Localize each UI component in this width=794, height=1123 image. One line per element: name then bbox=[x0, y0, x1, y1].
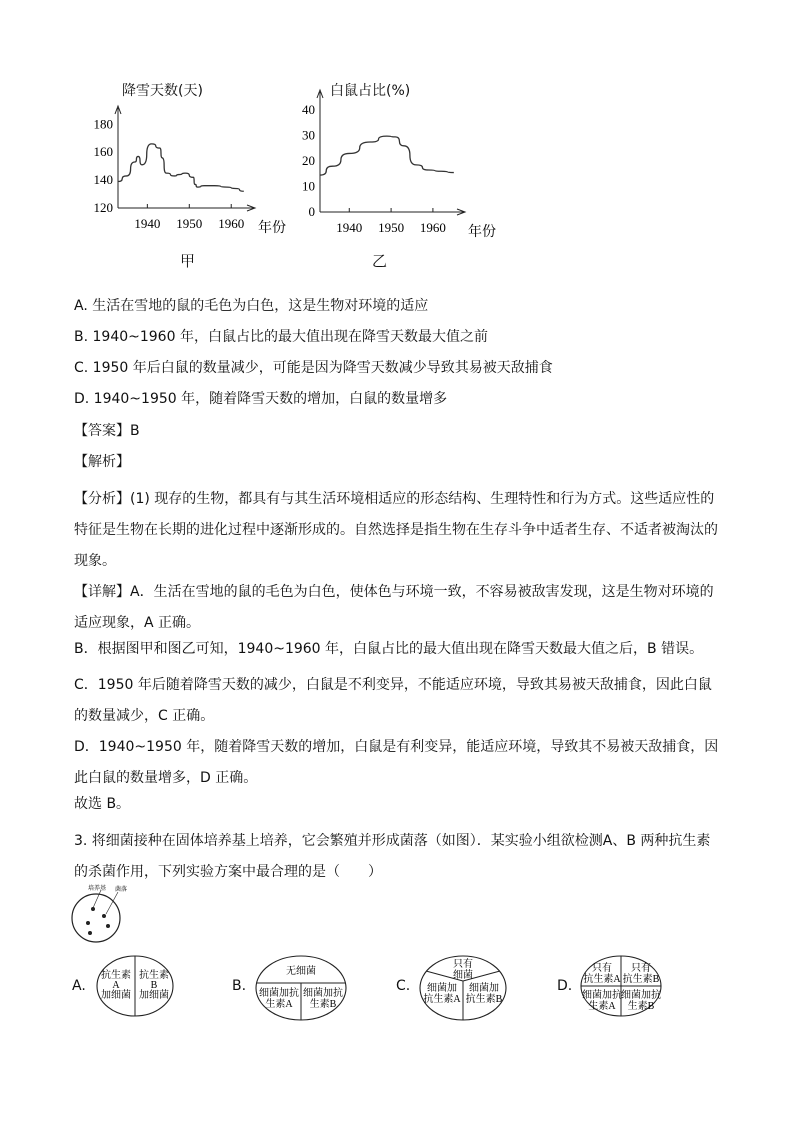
y-tick-label: 10 bbox=[302, 178, 315, 194]
svg-text:抗生素B: 抗生素B bbox=[465, 994, 503, 1005]
svg-text:抗生素A: 抗生素A bbox=[423, 994, 461, 1005]
svg-text:只有: 只有 bbox=[453, 959, 473, 970]
svg-text:生素A: 生素A bbox=[588, 1001, 616, 1012]
choice-b-dish[interactable] bbox=[253, 953, 349, 1023]
chart2-caption: 乙 bbox=[372, 252, 388, 270]
option-b: B. 1940~1960 年，白鼠占比的最大值出现在降雪天数最大值之前 bbox=[74, 329, 488, 345]
label-medium: 培养基 bbox=[88, 886, 107, 892]
svg-text:B: B bbox=[150, 980, 158, 991]
svg-text:加细菌: 加细菌 bbox=[139, 990, 169, 1001]
question-3: 3. 将细菌接种在固体培养基上培养，它会繁殖并形成菌落（如图）．某实验小组欲检测A、B 两种抗生素的杀菌作用，下列实验方案中最合理的是（ ） bbox=[74, 833, 711, 880]
x-tick-label: 1950 bbox=[378, 220, 405, 235]
svg-text:A: A bbox=[112, 980, 120, 991]
option-c: C. 1950 年后白鼠的数量减少，可能是因为降雪天数减少导致其易被天敌捕食 bbox=[74, 360, 553, 376]
analysis-paragraph: 【分析】(1) 现存的生物，都具有与其生活环境相适应的形态结构、生理特性和行为方式。这些适应性的特征是生物在长期的进化过程中逐渐形成的。自然选择是指生物在生存斗争中适者生存、不适者被淘汰的现象。 bbox=[74, 491, 718, 569]
svg-text:细菌加抗: 细菌加抗 bbox=[621, 990, 661, 1001]
svg-text:抗生素A: 抗生素A bbox=[583, 974, 621, 985]
x-axis-label: 年份 bbox=[258, 221, 286, 236]
option-a: A. 生活在雪地的鼠的毛色为白色，这是生物对环境的适应 bbox=[74, 298, 429, 314]
svg-text:无细菌: 无细菌 bbox=[286, 966, 316, 977]
svg-text:加细菌: 加细菌 bbox=[101, 990, 131, 1001]
detail-b: B．根据图甲和图乙可知，1940~1960 年，白鼠占比的最大值出现在降雪天数最大值之后，B 错误。 bbox=[74, 641, 704, 657]
x-tick-label: 1950 bbox=[176, 216, 203, 231]
y-tick-label: 40 bbox=[302, 102, 315, 118]
y-tick-label: 180 bbox=[93, 116, 113, 132]
y-tick-label: 30 bbox=[302, 127, 315, 143]
x-tick-label: 1960 bbox=[218, 216, 245, 231]
chart2-title: 白鼠占比(%) bbox=[330, 83, 411, 99]
analysis-heading: 【解析】 bbox=[74, 454, 130, 470]
choice-d-letter: D. bbox=[557, 978, 573, 994]
svg-text:只有: 只有 bbox=[631, 963, 651, 974]
svg-text:细菌加: 细菌加 bbox=[427, 983, 457, 994]
svg-text:细菌加抗: 细菌加抗 bbox=[303, 988, 343, 999]
svg-text:细菌加抗: 细菌加抗 bbox=[259, 988, 299, 999]
choice-c-letter: C. bbox=[396, 978, 411, 994]
svg-text:细菌加: 细菌加 bbox=[469, 983, 499, 994]
x-tick-label: 1960 bbox=[419, 220, 446, 235]
y-tick-label: 120 bbox=[93, 200, 113, 215]
svg-text:只有: 只有 bbox=[592, 963, 612, 974]
series-line bbox=[118, 144, 244, 191]
svg-text:生素A: 生素A bbox=[265, 999, 293, 1010]
colony-dot bbox=[86, 921, 90, 925]
svg-text:细菌: 细菌 bbox=[453, 970, 473, 981]
choice-a-letter: A. bbox=[72, 978, 86, 994]
y-tick-label: 160 bbox=[93, 144, 113, 160]
svg-text:生素B: 生素B bbox=[627, 1001, 655, 1012]
y-tick-label: 140 bbox=[93, 172, 113, 188]
colony-dot bbox=[106, 924, 110, 928]
culture-dish-figure bbox=[68, 882, 138, 948]
chart1-title: 降雪天数(天) bbox=[122, 83, 203, 99]
choice-a-dish[interactable] bbox=[94, 953, 176, 1019]
choice-c-dish[interactable] bbox=[417, 953, 509, 1023]
conclusion: 故选 B。 bbox=[74, 796, 131, 812]
svg-text:抗生素: 抗生素 bbox=[139, 970, 169, 981]
chart1-caption: 甲 bbox=[180, 252, 196, 270]
option-d: D. 1940~1950 年，随着降雪天数的增加，白鼠的数量增多 bbox=[74, 391, 448, 407]
svg-text:抗生素: 抗生素 bbox=[101, 970, 131, 981]
label-colony: 菌落 bbox=[115, 887, 128, 893]
x-tick-label: 1940 bbox=[336, 220, 363, 235]
chart2-white-mice-ratio bbox=[290, 88, 520, 244]
chart1-snowfall-days bbox=[80, 96, 300, 244]
detail-d: D．1940~1950 年，随着降雪天数的增加，白鼠是有利变异，能适应环境，导致其不易被天敌捕食，因此白鼠的数量增多，D 正确。 bbox=[74, 739, 719, 786]
svg-text:生素B: 生素B bbox=[309, 999, 337, 1010]
colony-dot bbox=[102, 914, 106, 918]
svg-text:细菌加抗: 细菌加抗 bbox=[582, 990, 622, 1001]
y-tick-label: 20 bbox=[302, 153, 315, 169]
x-axis-label: 年份 bbox=[468, 225, 496, 240]
answer: 【答案】B bbox=[74, 423, 140, 439]
series-line bbox=[320, 136, 454, 175]
colony-dot bbox=[88, 931, 92, 935]
choice-d-dish[interactable] bbox=[578, 953, 664, 1019]
x-tick-label: 1940 bbox=[134, 216, 161, 231]
svg-text:抗生素B: 抗生素B bbox=[622, 974, 660, 985]
detail-c: C．1950 年后随着降雪天数的减少，白鼠是不利变异，不能适应环境，导致其易被天敌捕食，因此白鼠的数量减少，C 正确。 bbox=[74, 677, 712, 724]
y-tick-label: 0 bbox=[308, 204, 315, 219]
detail-a: 【详解】A．生活在雪地的鼠的毛色为白色，使体色与环境一致，不容易被敌害发现，这是生物对环境的适应现象，A 正确。 bbox=[74, 584, 714, 631]
choice-b-letter: B. bbox=[232, 978, 247, 994]
